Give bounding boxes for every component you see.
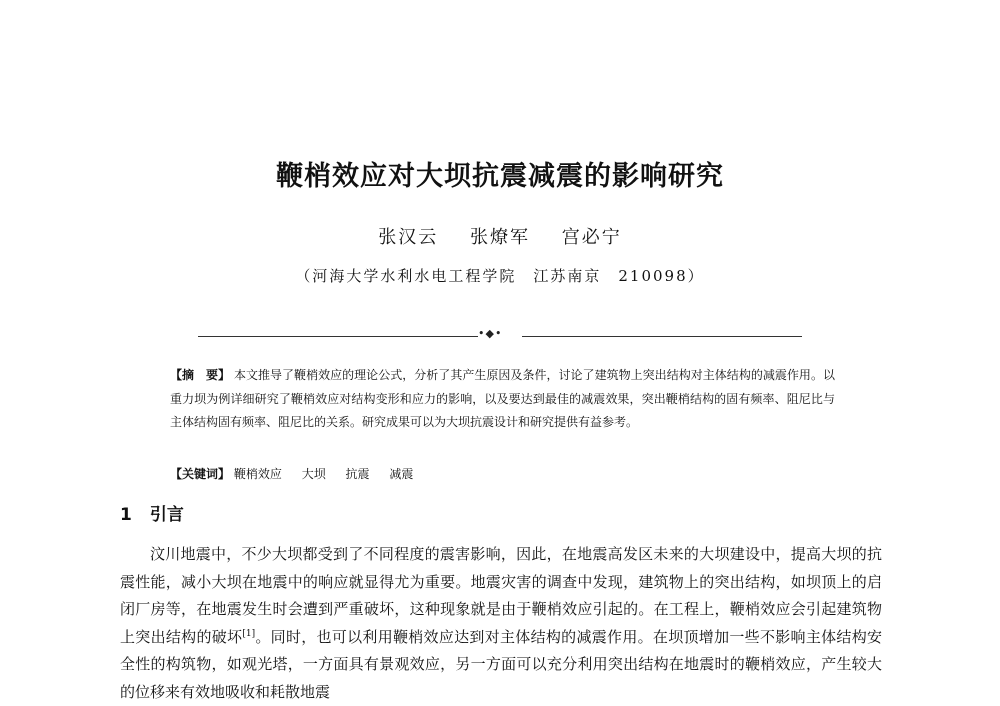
divider-dots-icon: •◆• <box>478 327 503 340</box>
abstract-label: 【摘 要】 <box>170 368 231 382</box>
citation-ref[interactable]: [1] <box>242 628 256 639</box>
keyword: 减震 <box>389 467 414 481</box>
abstract-text: 本文推导了鞭梢效应的理论公式，分析了其产生原因及条件，讨论了建筑物上突出结构对主体结构的减震作用。以重力坝为例详细研究了鞭梢效应对结构变形和应力的影响，以及要达到最佳的减震效果，突出鞭梢结构的固有频率、阻尼比与主体结构固有频率、阻尼比的关系。研究成果可以为大坝抗震设计和研究提供有益参考。 <box>170 368 835 429</box>
keyword: 大坝 <box>301 467 326 481</box>
keywords <box>170 464 429 484</box>
keyword: 鞭梢效应 <box>233 467 282 481</box>
body-text-part: 汶川地震中，不少大坝都受到了不同程度的震害影响，因此，在地震高发区未来的大坝建设中，提高大坝的抗震性能，减小大坝在地震中的响应就显得尤为重要。地震灾害的调查中发现，建筑物上的突出结构，如坝顶上的启闭厂房等，在地震发生时会遭到严重破坏，这种现象就是由于鞭梢效应引起的。在工程上，鞭梢效应会引起建筑物上突出结构的破坏 <box>120 545 882 646</box>
abstract <box>170 364 835 435</box>
author-list <box>0 223 1000 249</box>
keyword: 抗震 <box>345 467 370 481</box>
section-title: 引言 <box>149 505 184 525</box>
section-number: 1 <box>120 505 132 525</box>
ornamental-divider <box>198 327 802 341</box>
body-text-part: 。同时，也可以利用鞭梢效应达到对主体结构的减震作用。在坝顶增加一些不影响主体结构安全性的构筑物，如观光塔，一方面具有景观效应，另一方面可以充分利用突出结构在地震时的鞭梢效应，产生较大的位移来有效地吸收和耗散地震 <box>120 627 882 701</box>
section-heading <box>120 500 184 525</box>
affiliation: （河海大学水利水电工程学院 江苏南京 210098） <box>295 267 705 285</box>
author-name: 宫必宁 <box>561 227 622 248</box>
keywords-label: 【关键词】 <box>170 467 231 481</box>
body-paragraph <box>120 541 882 706</box>
author-name: 张燎军 <box>470 227 530 248</box>
author-name: 张汉云 <box>378 227 439 248</box>
paper-title: 鞭梢效应对大坝抗震减震的影响研究 <box>276 161 724 192</box>
